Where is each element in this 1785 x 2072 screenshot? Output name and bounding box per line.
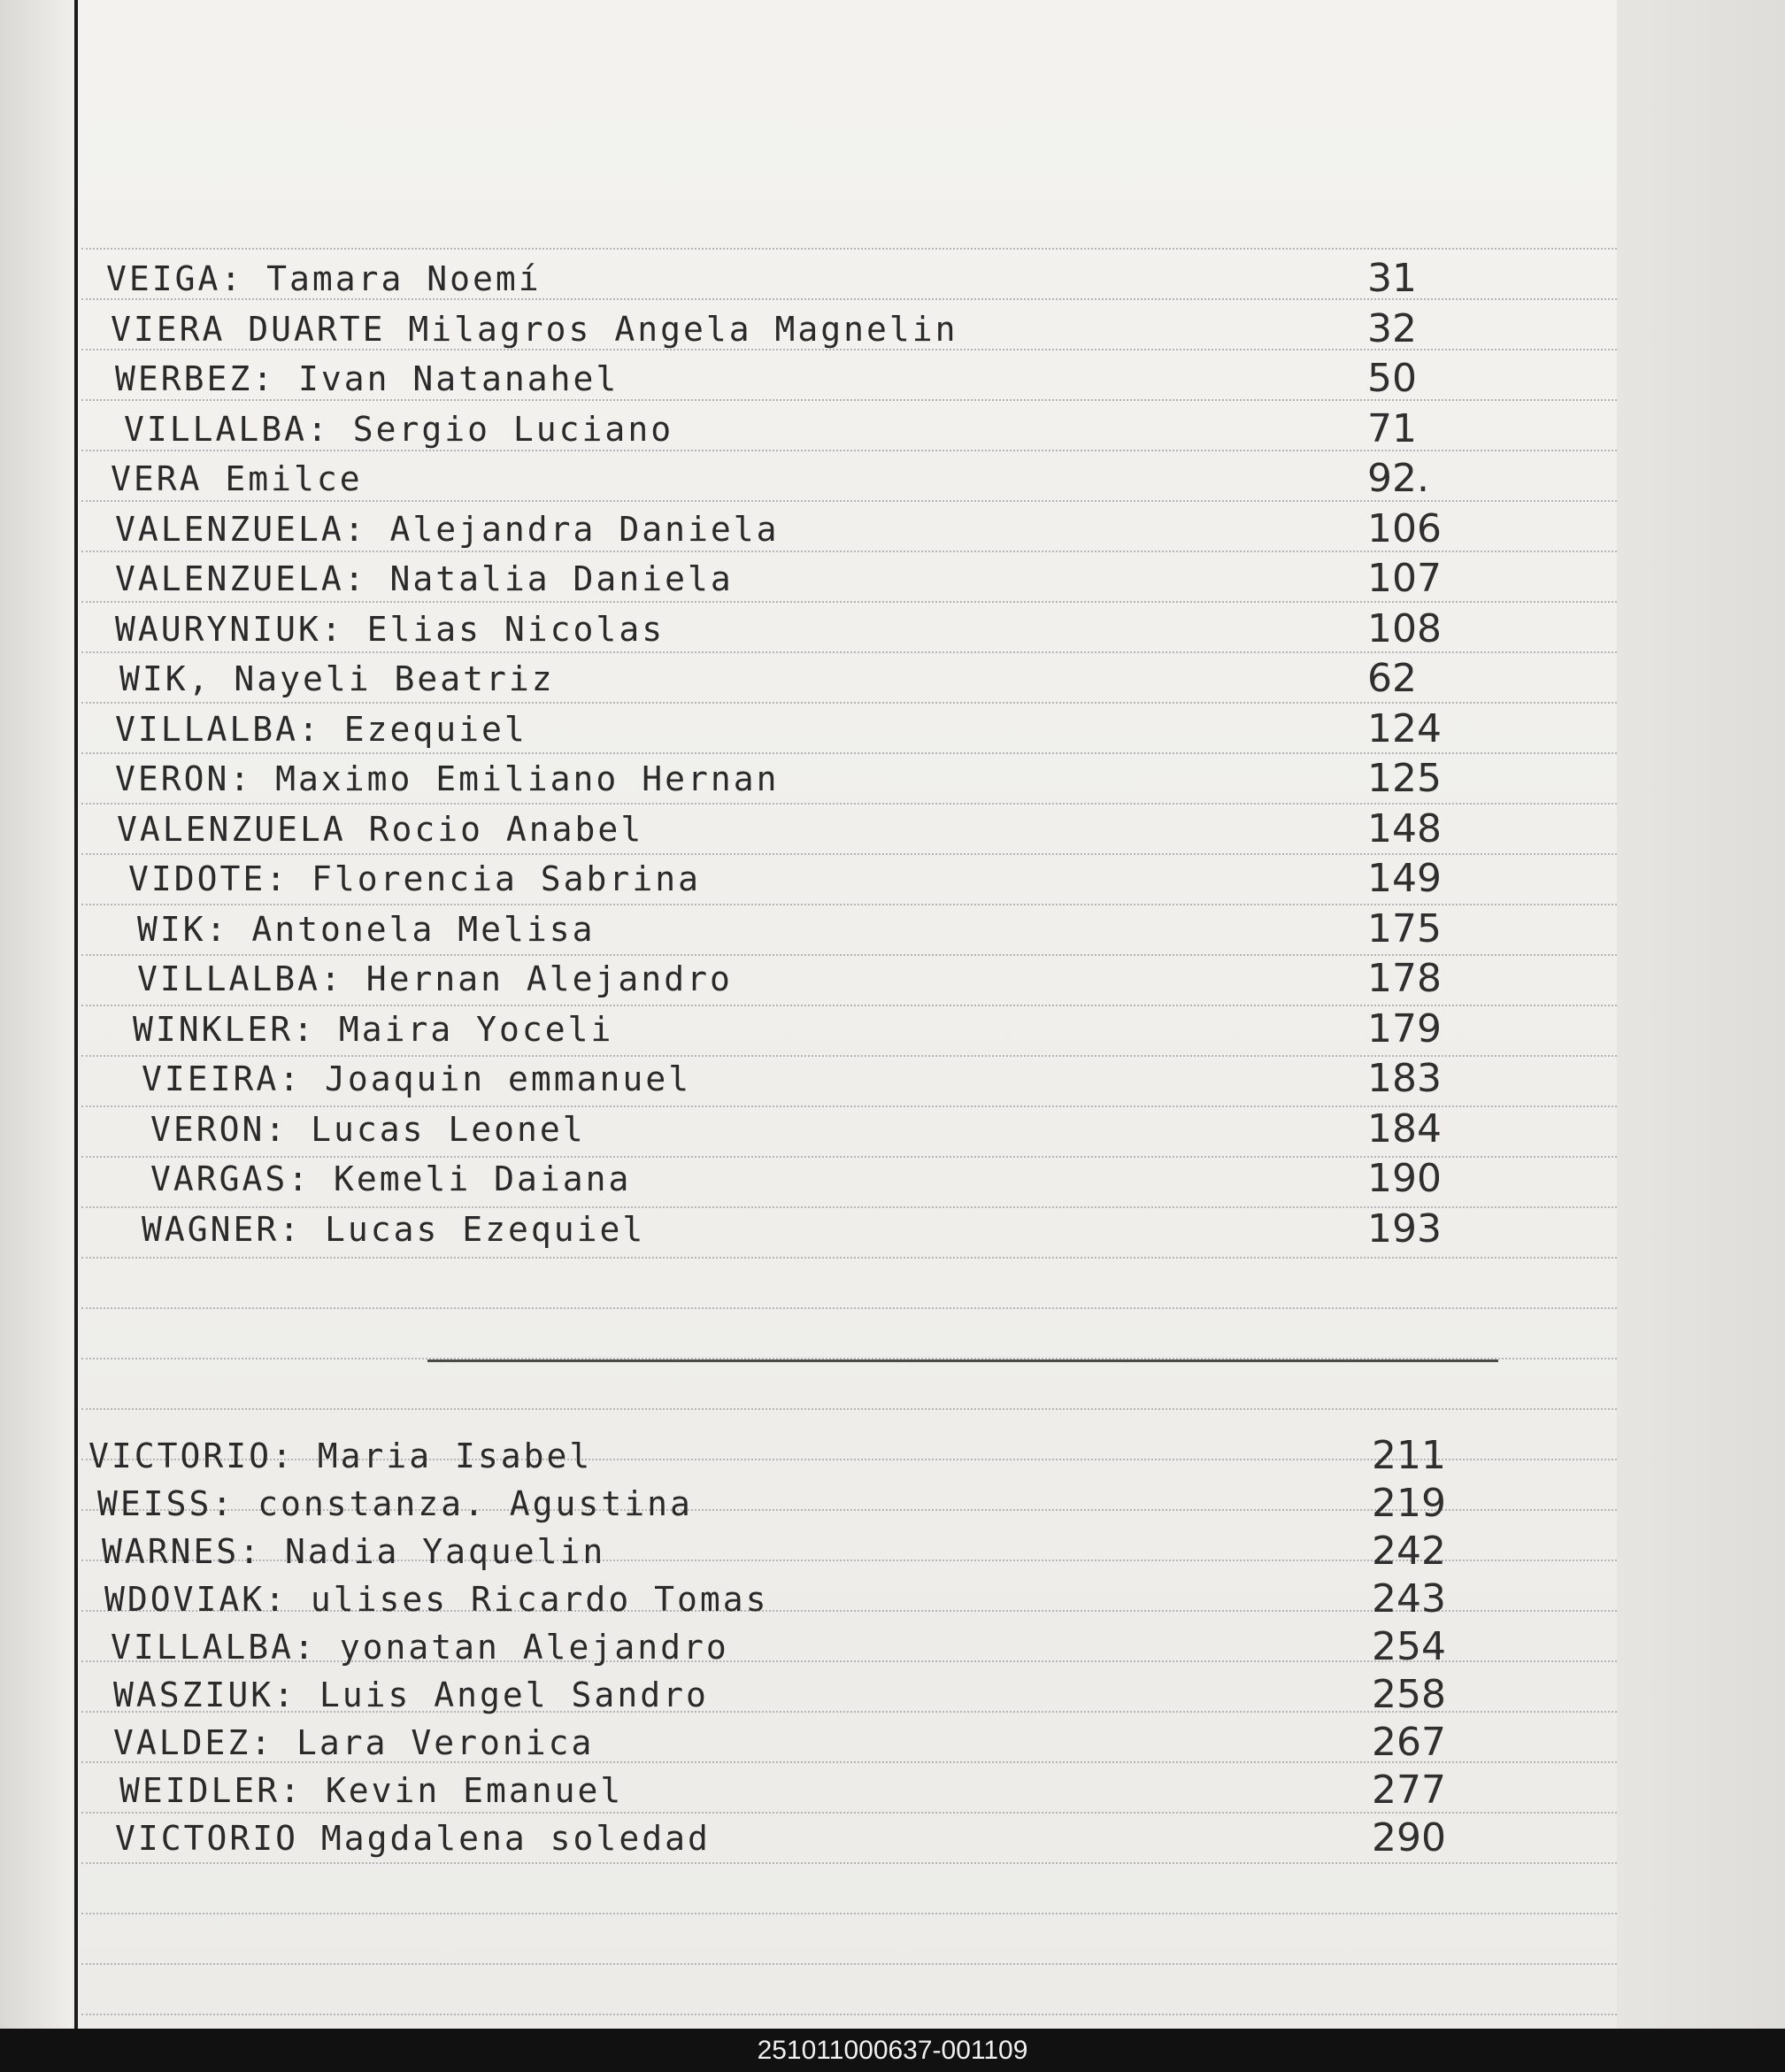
list-item-number: 175: [1367, 905, 1442, 951]
list-item-name: VALENZUELA Rocio Anabel: [117, 809, 644, 849]
list-item-name: VERON: Lucas Leonel: [150, 1109, 586, 1149]
list-item-name: VEIGA: Tamara Noemí: [106, 259, 542, 298]
list-item-name: VILLALBA: Hernan Alejandro: [137, 959, 733, 998]
ruled-line: [81, 1307, 1617, 1309]
section-divider: [427, 1360, 1498, 1362]
page-right-edge: [1617, 0, 1785, 2029]
list-item-name: WIK: Antonela Melisa: [137, 909, 596, 949]
list-item-name: WDOVIAK: ulises Ricardo Tomas: [104, 1580, 769, 1619]
ruled-line: [81, 853, 1617, 855]
ruled-line: [81, 1913, 1617, 1914]
list-item-number: 71: [1367, 405, 1417, 451]
ruled-line: [81, 1963, 1617, 1965]
ruled-line: [81, 651, 1617, 653]
page-gutter-shadow: [0, 0, 73, 2029]
list-item-name: VILLALBA: Sergio Luciano: [124, 409, 674, 449]
scan-footer: [0, 2029, 1785, 2072]
ruled-line: [81, 248, 1617, 250]
ruled-line: [81, 702, 1617, 704]
margin-line: [74, 0, 78, 2029]
list-item-number: 148: [1367, 805, 1442, 851]
list-item-number: 183: [1367, 1056, 1442, 1101]
list-item-name: WASZIUK: Luis Angel Sandro: [113, 1675, 709, 1714]
list-item-name: VALENZUELA: Natalia Daniela: [115, 559, 734, 598]
list-item-number: 124: [1367, 705, 1442, 751]
list-item-number: 290: [1372, 1815, 1446, 1860]
list-item-number: 211: [1372, 1433, 1446, 1478]
document-code: 251011000637-001109: [757, 2036, 1028, 2065]
list-item-number: 193: [1367, 1205, 1442, 1252]
list-item-number: 179: [1367, 1005, 1442, 1051]
ruled-line: [81, 1257, 1617, 1259]
list-item-name: WEIDLER: Kevin Emanuel: [119, 1771, 624, 1810]
ruled-line: [81, 1408, 1617, 1410]
list-item-number: 178: [1367, 956, 1442, 1001]
list-item-number: 125: [1367, 756, 1442, 801]
ruled-line: [81, 2014, 1617, 2015]
list-item-name: VICTORIO: Maria Isabel: [88, 1437, 593, 1475]
ruled-line: [81, 803, 1617, 805]
list-item-number: 243: [1372, 1576, 1446, 1621]
list-item-number: 267: [1372, 1720, 1446, 1765]
list-item-number: 254: [1372, 1624, 1446, 1669]
list-item-number: 190: [1367, 1156, 1442, 1201]
list-item-name: VILLALBA: yonatan Alejandro: [111, 1628, 729, 1667]
list-item-number: 32: [1367, 305, 1417, 351]
list-item-name: VALENZUELA: Alejandra Daniela: [115, 509, 780, 549]
list-item-name: WARNES: Nadia Yaquelin: [102, 1532, 606, 1571]
list-item-name: WEISS: constanza. Agustina: [97, 1484, 693, 1523]
list-item-name: WINKLER: Maira Yoceli: [133, 1009, 614, 1049]
list-item-number: 106: [1367, 505, 1442, 551]
list-item-name: VIEIRA: Joaquin emmanuel: [142, 1059, 692, 1098]
list-item-name: VICTORIO Magdalena soledad: [115, 1819, 711, 1858]
ruled-line: [81, 752, 1617, 754]
list-item-number: 277: [1372, 1768, 1446, 1813]
list-item-number: 258: [1372, 1672, 1446, 1717]
ruled-line: [81, 904, 1617, 905]
list-item-name: VILLALBA: Ezequiel: [115, 709, 527, 749]
list-item-name: VERA Emilce: [111, 459, 363, 498]
list-item-name: WAURYNIUK: Elias Nicolas: [115, 609, 666, 649]
list-item-name: VARGAS: Kemeli Daiana: [150, 1159, 632, 1198]
ruled-line: [81, 601, 1617, 603]
list-item-number: 92.: [1367, 456, 1429, 501]
list-item-name: WIK, Nayeli Beatriz: [119, 659, 555, 698]
list-item-name: WAGNER: Lucas Ezequiel: [142, 1209, 646, 1249]
list-item-number: 184: [1367, 1105, 1442, 1152]
list-item-name: VERON: Maximo Emiliano Hernan: [115, 759, 780, 798]
list-item-number: 50: [1367, 356, 1417, 401]
list-item-number: 242: [1372, 1529, 1446, 1574]
list-item-number: 219: [1372, 1481, 1446, 1526]
list-item-number: 62: [1367, 656, 1417, 701]
list-item-number: 107: [1367, 556, 1442, 601]
list-item-name: VIERA DUARTE Milagros Angela Magnelin: [111, 309, 958, 349]
list-item-number: 149: [1367, 856, 1442, 901]
list-item-number: 31: [1367, 256, 1417, 301]
list-item-name: VALDEZ: Lara Veronica: [113, 1723, 595, 1762]
list-item-number: 108: [1367, 605, 1442, 651]
ruled-line: [81, 1862, 1617, 1864]
list-item-name: WERBEZ: Ivan Natanahel: [115, 359, 619, 398]
list-item-name: VIDOTE: Florencia Sabrina: [128, 859, 701, 898]
